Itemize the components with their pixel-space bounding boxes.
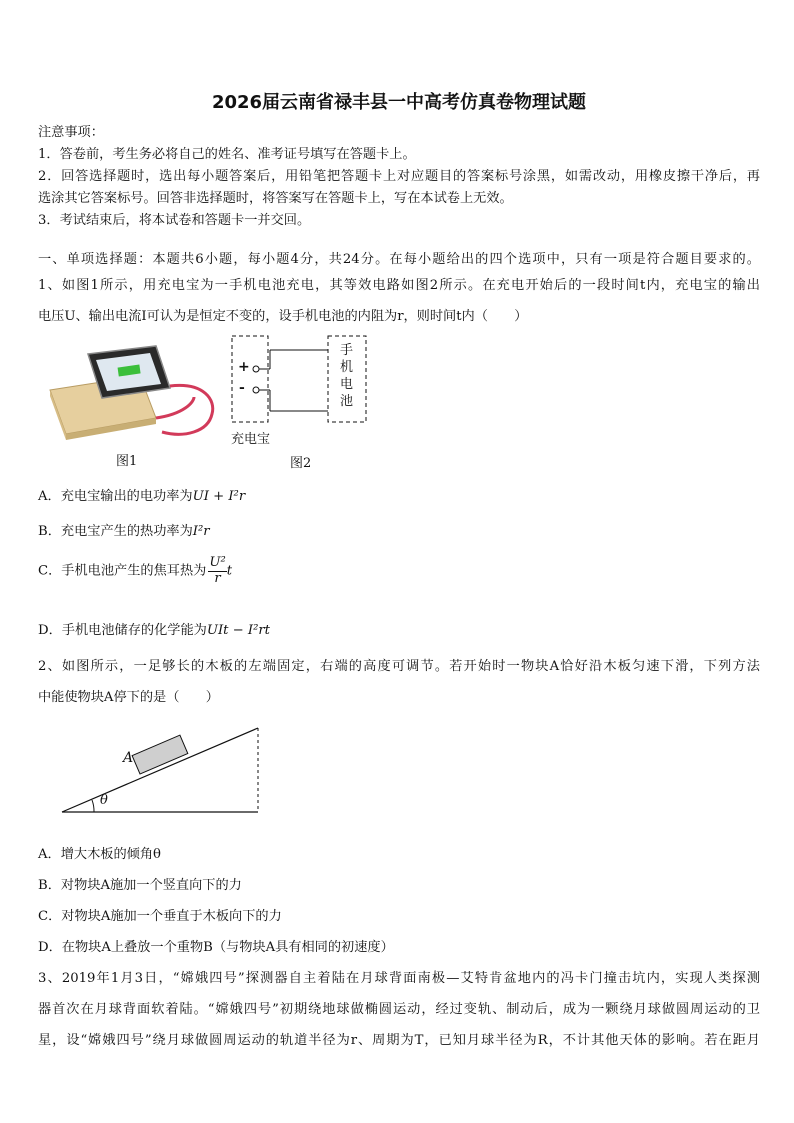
q1-option-c-text: C．手机电池产生的焦耳热为 — [38, 563, 207, 579]
incline-block-label: A — [123, 750, 134, 766]
q2-line-1: 2、如图所示，一足够长的木板的左端固定，右端的高度可调节。若开始时一物块A恰好沿木板匀速下滑，下列方法 — [38, 659, 760, 674]
q1-option-c — [38, 556, 232, 586]
q1-option-b-math: I²r — [192, 524, 210, 539]
incline-figure — [58, 722, 268, 818]
q3-line-3: 星，设“嫦娥四号”绕月球做圆周运动的轨道半径为r、周期为T，已知月球半径为R，不计其他天体的影响。若在距月 — [38, 1033, 760, 1048]
q1-option-a-text: A．充电宝输出的电功率为 — [38, 489, 193, 504]
q1-line-1: 1、如图1所示，用充电宝为一手机电池充电，其等效电路如图2所示。在充电开始后的一段时间t内，充电宝的输出 — [38, 278, 760, 293]
q1-option-b — [38, 520, 210, 539]
q3-line-2: 器首次在月球背面软着陆。“嫦娥四号”初期绕地球做椭圆运动，经过变轨、制动后，成为一颗绕月球做圆周运动的卫 — [38, 1002, 760, 1017]
notice-item-1: 1．答卷前，考生务必将自己的姓名、准考证号填写在答题卡上。 — [38, 147, 416, 162]
q1-option-d-math: UIt − I²rt — [206, 623, 270, 638]
fig2-power-bank-label: 充电宝 — [231, 432, 271, 447]
q2-option-d: D．在物块A上叠放一个重物B（与物块A具有相同的初速度） — [38, 940, 394, 955]
q2-option-a: A．增大木板的倾角θ — [38, 847, 161, 862]
fig2-caption: 图2 — [290, 456, 312, 471]
q2-option-b: B．对物块A施加一个竖直向下的力 — [38, 878, 242, 893]
q1-option-b-text: B．充电宝产生的热功率为 — [38, 524, 193, 539]
q1-option-d-text: D．手机电池储存的化学能为 — [38, 623, 207, 638]
notice-item-3: 3．考试结束后，将本试卷和答题卡一并交回。 — [38, 213, 311, 228]
q2-option-c: C．对物块A施加一个垂直于木板向下的力 — [38, 909, 282, 924]
q1-option-c-tail: t — [226, 563, 233, 579]
page-title: 2026届云南省禄丰县一中高考仿真卷物理试题 — [211, 92, 587, 113]
q1-option-c-denominator: r — [214, 570, 221, 586]
q3-line-1: 3、2019年1月3日，“嫦娥四号”探测器自主着陆在月球背面南极—艾特肯盆地内的冯卡门撞击坑内，实现人类探测 — [38, 971, 760, 986]
q1-line-2: 电压U、输出电流I可认为是恒定不变的，设手机电池的内阻为r，则时间t内（ ） — [38, 309, 528, 324]
q1-option-a-math: UI + I²r — [192, 489, 246, 504]
q1-option-a — [38, 485, 245, 504]
fig1-caption: 图1 — [116, 454, 138, 469]
fig2-minus: - — [239, 380, 245, 396]
notice-item-2: 2．回答选择题时，选出每小题答案后，用铅笔把答题卡上对应题目的答案标号涂黑，如需改动，用橡皮擦干净后，再 — [38, 169, 760, 184]
power-bank-phone-figure — [44, 342, 219, 442]
q2-line-2: 中能使物块A停下的是（ ） — [38, 690, 219, 705]
notice-item-2-cont: 选涂其它答案标号。回答非选择题时，将答案写在答题卡上，写在本试卷上无效。 — [38, 191, 513, 206]
notice-heading: 注意事项： — [38, 125, 104, 140]
fig2-plus: + — [238, 359, 250, 375]
fig2-phone-battery-label: 手机电池 — [340, 343, 354, 409]
incline-angle-label: θ — [100, 793, 108, 808]
q1-option-c-fraction — [208, 556, 226, 586]
q1-option-d — [38, 619, 270, 638]
q1-option-c-numerator: U² — [209, 555, 226, 570]
section-heading: 一、单项选择题：本题共6小题，每小题4分，共24分。在每小题给出的四个选项中，只有一项是符合题目要求的。 — [38, 252, 760, 267]
